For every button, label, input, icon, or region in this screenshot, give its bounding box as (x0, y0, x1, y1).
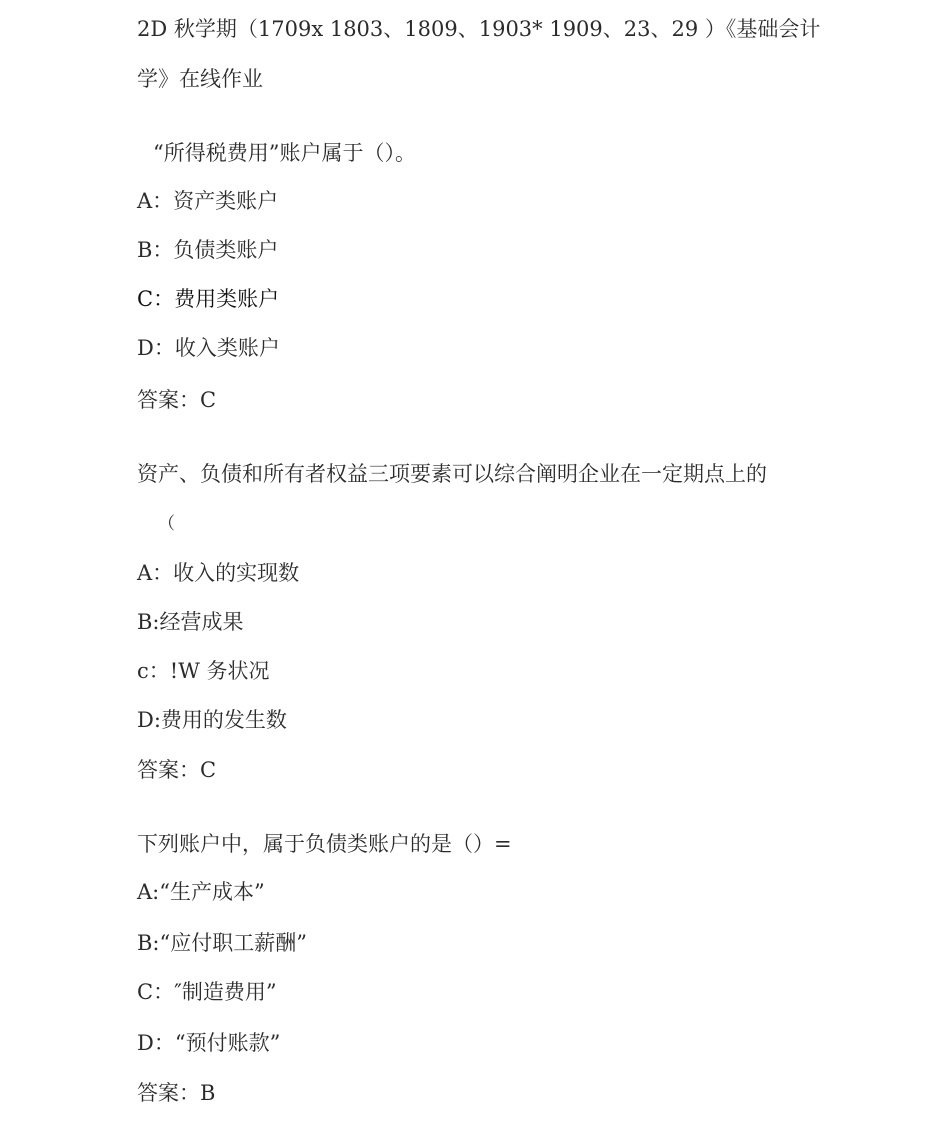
question-2-option-c: c：!W 务状况 (137, 659, 270, 683)
question-2-stem-continued: （ (158, 514, 175, 534)
question-2-answer: 答案：C (137, 758, 217, 782)
question-1-option-d: D：收入类账户 (137, 336, 280, 360)
question-3-stem: 下列账户中，属于负债类账户的是（）= (137, 832, 512, 856)
question-3-option-d: D：“预付账款” (137, 1031, 281, 1055)
question-3-answer: 答案：B (137, 1081, 216, 1105)
question-3-option-b: B:“应付职工薪酬” (137, 931, 307, 955)
question-3-option-a: A:“生产成本” (137, 880, 265, 904)
question-2-stem: 资产、负债和所有者权益三项要素可以综合阐明企业在一定期点上的 (137, 462, 767, 486)
question-1-option-b: B：负债类账户 (137, 238, 279, 262)
question-3-option-c: C：″制造费用” (137, 980, 277, 1004)
question-2-option-b: B:经营成果 (137, 610, 244, 634)
document-title-line-1: 2D 秋学期（1709x 1803、1809、1903* 1909、23、29 ）《基础会计 (137, 17, 821, 41)
question-1-answer: 答案：C (137, 388, 217, 412)
question-2-option-d: D:费用的发生数 (137, 708, 287, 732)
question-1-stem: “所得税费用”账户属于（）。 (153, 141, 416, 165)
document-title-line-2: 学》在线作业 (137, 67, 263, 91)
question-2-option-a: A：收入的实现数 (137, 561, 300, 585)
question-1-option-a: A：资产类账户 (137, 189, 279, 213)
question-1-option-c: C：费用类账户 (137, 287, 280, 311)
